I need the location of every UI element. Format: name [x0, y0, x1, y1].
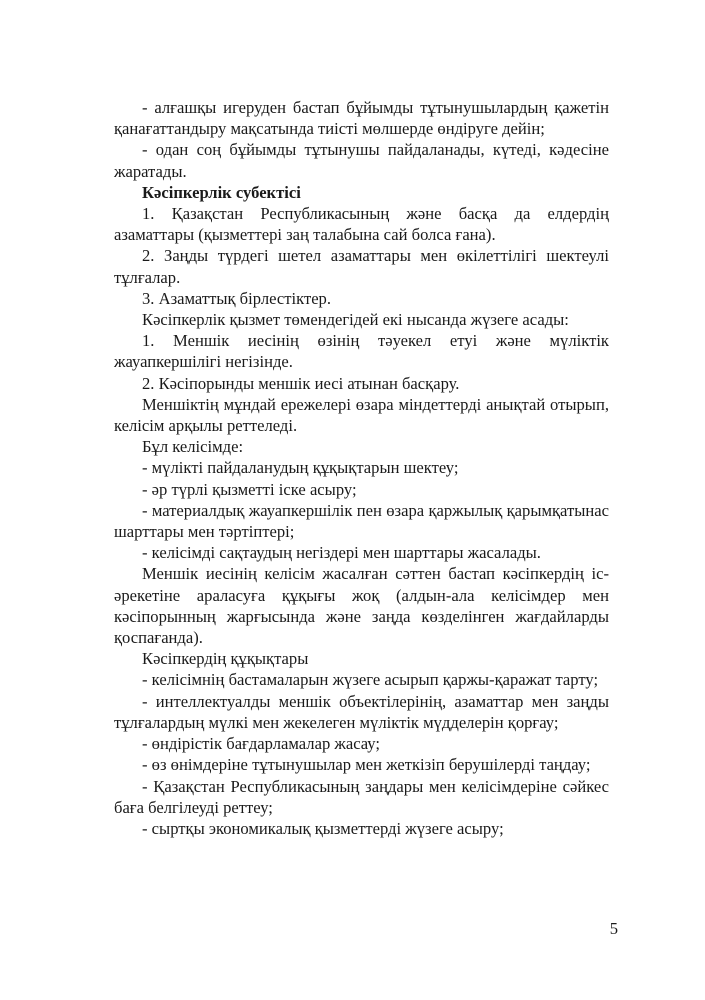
paragraph: Кәсіпкерлік қызмет төмендегідей екі нысанда жүзеге асады: — [142, 310, 569, 330]
page-number: 5 — [609, 919, 618, 938]
paragraph: Меншік иесінің келісім жасалған сәттен бастап кәсіпкердің іс-әрекетіне араласуға құқығы жоқ (алдын-ала келісімдер мен кәсіпорынның жарғысында және заңда көзделінген жағдайларды қоспағанда). — [114, 564, 609, 648]
numbered-item: 2. Кәсіпорынды меншік иесі атынан басқару. — [142, 373, 460, 393]
numbered-item: 1. Меншік иесінің өзінің тәуекел етуі және мүліктік жауапкершілігі негізінде. — [114, 331, 609, 372]
numbered-item: 1. Қазақстан Республикасының және басқа да елдердің азаматтары (қызметтері заң талабына сай болса ғана). — [114, 204, 609, 245]
numbered-item: 2. Заңды түрдегі шетел азаматтары мен өкілеттілігі шектеулі тұлғалар. — [114, 246, 609, 287]
body-text — [114, 97, 609, 839]
list-item: - материалдық жауапкершілік пен өзара қаржылық қарымқатынас шарттары мен тәртіптері; — [114, 500, 609, 542]
list-item: - алғашқы игеруден бастап бұйымды тұтынушылардың қажетін қанағаттандыру мақсатында тиісті мөлшерде өндіруге дейін; — [114, 98, 609, 139]
list-item: - өндірістік бағдарламалар жасау; — [142, 734, 380, 754]
paragraph: Меншіктің мұндай ережелері өзара міндеттерді анықтай отырып, келісім арқылы реттеледі. — [114, 394, 609, 436]
section-heading: Кәсіпкерлік субектісі — [142, 182, 301, 202]
paragraph: Кәсіпкердің құқықтары — [142, 649, 309, 669]
paragraph: Бұл келісімде: — [142, 437, 244, 457]
list-item: - интеллектуалды меншік объектілерінің, азаматтар мен заңды тұлғалардың мүлкі мен жекелеген мүліктік мүдделерін қорғау; — [114, 691, 609, 732]
list-item: - әр түрлі қызметті іске асыру; — [142, 479, 357, 499]
list-item: - келісімді сақтаудың негіздері мен шарттары жасалады. — [142, 543, 541, 563]
list-item: - одан соң бұйымды тұтынушы пайдаланады, күтеді, кәдесіне жаратады. — [114, 140, 609, 181]
list-item: - келісімнің бастамаларын жүзеге асырып қаржы-қаражат тарту; — [142, 670, 599, 690]
list-item: - сыртқы экономикалық қызметтерді жүзеге асыру; — [142, 818, 504, 838]
list-item: - өз өнімдеріне тұтынушылар мен жеткізіп берушілерді таңдау; — [142, 755, 591, 775]
list-item: - Қазақстан Республикасының заңдары мен келісімдеріне сәйкес баға белгілеуді реттеу; — [114, 776, 609, 817]
list-item: - мүлікті пайдаланудың құқықтарын шектеу; — [142, 458, 459, 478]
numbered-item: 3. Азаматтық бірлестіктер. — [142, 288, 332, 308]
